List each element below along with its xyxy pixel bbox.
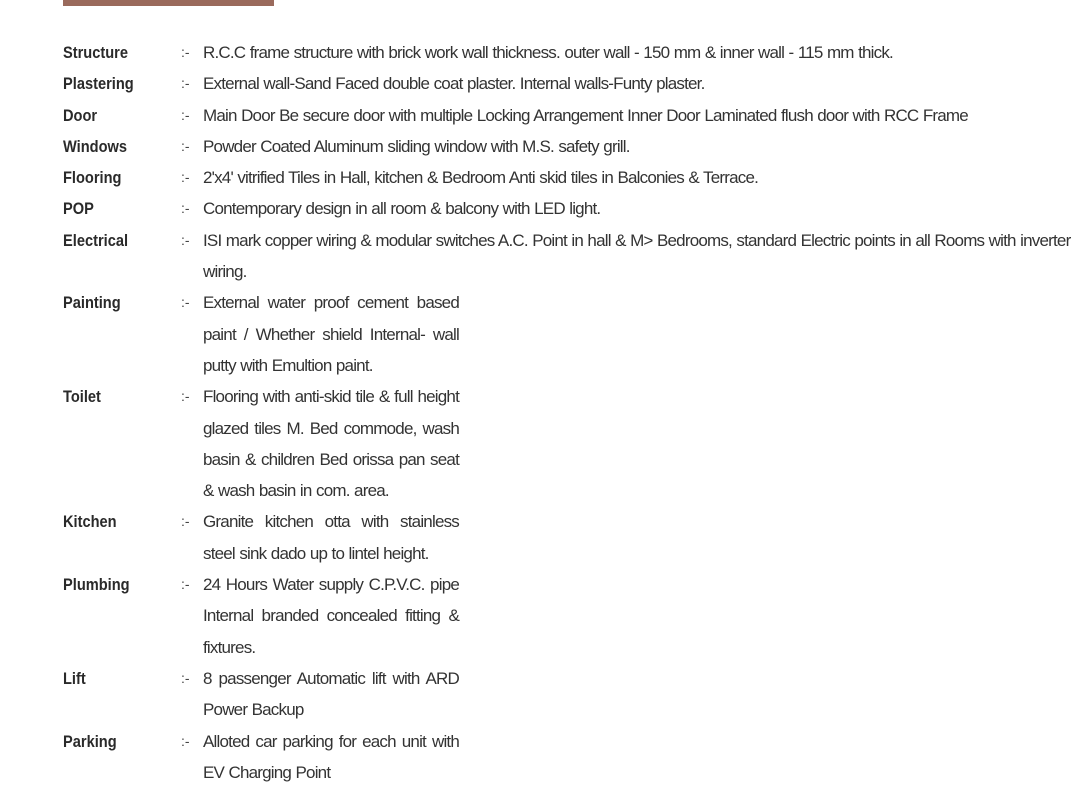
spec-separator: :- [181,513,190,530]
spec-label: Plastering [63,74,134,94]
spec-row-parking [63,726,1073,788]
spec-separator: :- [181,106,190,123]
spec-value: External wall-Sand Faced double coat plaster. Internal walls-Funty plaster. [203,74,705,94]
spec-label: Windows [63,136,128,156]
spec-label: Plumbing [63,575,130,595]
spec-separator: :- [181,388,190,405]
spec-row-pop [63,193,1073,224]
spec-row-toilet [63,381,1073,506]
spec-value: Alloted car parking for each unit with EV Charging Point [203,731,459,782]
spec-label: Painting [63,293,121,313]
spec-row-plumbing [63,569,1073,663]
spec-value: R.C.C frame structure with brick work wall thickness. outer wall - 150 mm & inner wall - 115 mm thick. [203,43,893,62]
spec-row-flooring [63,162,1073,193]
spec-label: Electrical [63,230,129,250]
spec-row-lift [63,663,1073,726]
spec-row-windows [63,131,1073,162]
spec-label: Flooring [63,168,122,188]
spec-value: 8 passenger Automatic lift with ARD Power Backup [203,668,459,720]
spec-separator: :- [181,231,190,248]
spec-label: Parking [63,731,117,751]
spec-value: Granite kitchen otta with stainless steel sink dado up to lintel height. [203,512,459,563]
spec-separator: :- [181,169,190,186]
spec-separator: :- [181,576,190,593]
spec-value: Powder Coated Aluminum sliding window with M.S. safety grill. [203,136,630,156]
spec-row-electrical [63,225,1073,288]
spec-label: Kitchen [63,512,117,532]
spec-row-door [63,100,1073,131]
spec-separator: :- [181,669,190,686]
spec-separator: :- [181,294,190,311]
spec-value: ISI mark copper wiring & modular switches A.C. Point in hall & M> Bedrooms, standard Electric points in all Rooms with inverter wiring. [203,230,1071,282]
spec-value: Contemporary design in all room & balcony with LED light. [203,199,601,219]
spec-separator: :- [181,732,190,749]
spec-separator: :- [181,44,190,60]
header-accent-bar [63,0,274,6]
spec-separator: :- [181,75,190,92]
specifications-list [63,37,1073,788]
spec-value: 24 Hours Water supply C.P.V.C. pipe Internal branded concealed fitting & fixtures. [203,575,459,657]
spec-row-kitchen [63,506,1073,569]
spec-label: Door [63,105,98,125]
spec-separator: :- [181,137,190,154]
spec-separator: :- [181,200,190,217]
spec-value: Main Door Be secure door with multiple Locking Arrangement Inner Door Laminated flush door with RCC Frame [203,105,968,125]
spec-value: Flooring with anti-skid tile & full height glazed tiles M. Bed commode, wash basin & children Bed orissa pan seat & wash basin in com. area. [203,387,459,501]
spec-row-painting [63,287,1073,381]
spec-row-structure [63,37,1073,68]
spec-label: Lift [63,668,86,688]
spec-label: Toilet [63,387,101,407]
spec-label: POP [63,199,94,219]
spec-value: External water proof cement based paint / Whether shield Internal- wall putty with Emultion paint. [203,293,459,375]
spec-label: Structure [63,43,128,62]
spec-value: 2'x4' vitrified Tiles in Hall, kitchen & Bedroom Anti skid tiles in Balconies & Terrace. [203,168,759,188]
spec-row-plastering [63,68,1073,99]
